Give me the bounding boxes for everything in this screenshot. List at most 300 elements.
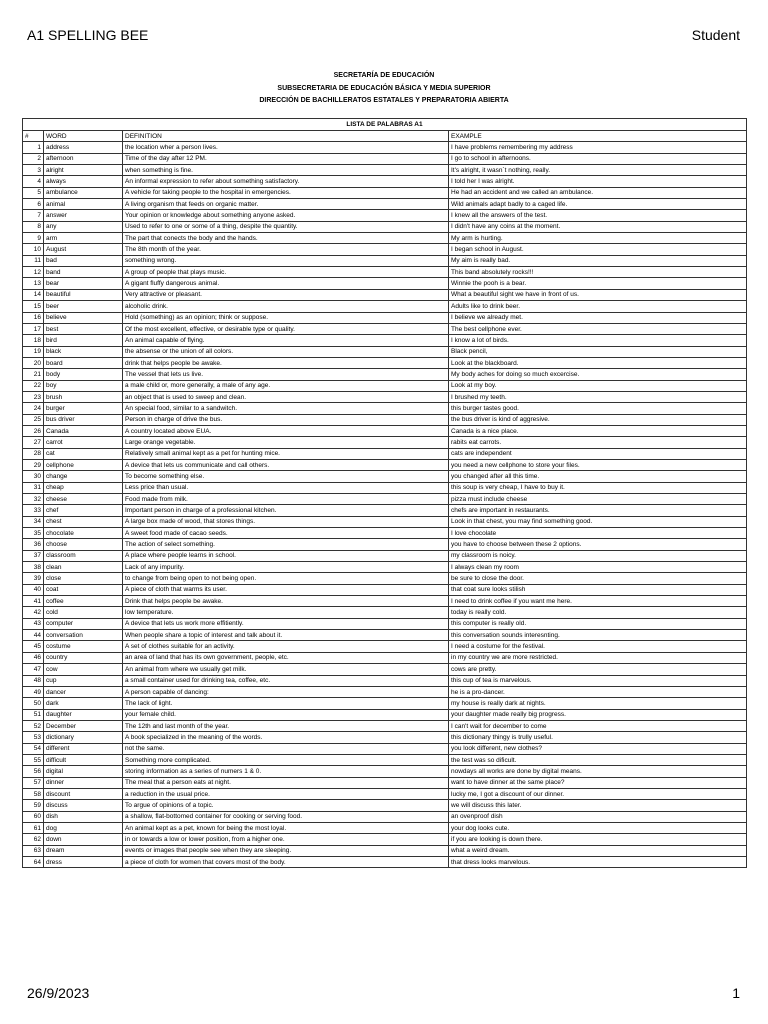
cell-word: beautiful [44, 289, 123, 300]
cell-number: 43 [23, 618, 44, 629]
cell-definition: A piece of cloth that warms its user. [123, 584, 449, 595]
cell-word: cup [44, 675, 123, 686]
cell-number: 9 [23, 233, 44, 244]
cell-word: dancer [44, 686, 123, 697]
table-row [23, 698, 747, 709]
cell-number: 24 [23, 403, 44, 414]
table-row [23, 641, 747, 652]
cell-example: I need to drink coffee if you want me here. [449, 596, 747, 607]
table-row [23, 278, 747, 289]
cell-example: that dress looks marvelous. [449, 857, 747, 868]
column-header-example: EXAMPLE [449, 131, 747, 142]
cell-number: 19 [23, 346, 44, 357]
table-row [23, 652, 747, 663]
table-row [23, 165, 747, 176]
cell-example: I love chocolate [449, 528, 747, 539]
page-number: 1 [732, 985, 740, 1001]
table-row [23, 686, 747, 697]
table-row [23, 414, 747, 425]
cell-word: cheap [44, 482, 123, 493]
cell-number: 63 [23, 845, 44, 856]
table-row [23, 323, 747, 334]
org-line: SECRETARÍA DE EDUCACIÓN [333, 72, 435, 79]
cell-example: I know a lot of birds. [449, 335, 747, 346]
cell-word: dog [44, 822, 123, 833]
cell-number: 23 [23, 391, 44, 402]
cell-definition: The vessel that lets us live. [123, 369, 449, 380]
table-row [23, 380, 747, 391]
cell-example: in my country we are more restricted. [449, 652, 747, 663]
table-row [23, 777, 747, 788]
cell-example: I have problems remembering my address [449, 142, 747, 153]
cell-definition: your female child. [123, 709, 449, 720]
cell-word: black [44, 346, 123, 357]
cell-definition: storing information as a series of numers 1 & 0. [123, 766, 449, 777]
cell-word: chef [44, 505, 123, 516]
cell-word: boy [44, 380, 123, 391]
cell-number: 56 [23, 766, 44, 777]
table-row [23, 550, 747, 561]
cell-definition: to change from being open to not being open. [123, 573, 449, 584]
cell-definition: Person in charge of drive the bus. [123, 414, 449, 425]
cell-example: I told her I was alright. [449, 176, 747, 187]
org-line: DIRECCIÓN DE BACHILLERATOS ESTATALES Y PREPARATORIA ABIERTA [259, 97, 509, 104]
cell-example: Canada is a nice place. [449, 425, 747, 436]
cell-example: I knew all the answers of the test. [449, 210, 747, 221]
cell-number: 53 [23, 732, 44, 743]
cell-number: 50 [23, 698, 44, 709]
cell-number: 44 [23, 630, 44, 641]
table-row [23, 459, 747, 470]
cell-example: today is really cold. [449, 607, 747, 618]
table-row [23, 505, 747, 516]
cell-definition: An animal kept as a pet, known for being the most loyal. [123, 822, 449, 833]
cell-definition: An informal expression to refer about something satisfactory. [123, 176, 449, 187]
cell-number: 39 [23, 573, 44, 584]
cell-word: change [44, 471, 123, 482]
cell-number: 22 [23, 380, 44, 391]
cell-word: any [44, 221, 123, 232]
column-header-number: # [23, 131, 44, 142]
cell-word: close [44, 573, 123, 584]
table-row [23, 437, 747, 448]
cell-word: Canada [44, 425, 123, 436]
cell-definition: something wrong. [123, 255, 449, 266]
cell-number: 11 [23, 255, 44, 266]
cell-word: address [44, 142, 123, 153]
cell-number: 49 [23, 686, 44, 697]
cell-number: 59 [23, 800, 44, 811]
table-row [23, 539, 747, 550]
cell-example: this soup is very cheap, I have to buy it. [449, 482, 747, 493]
cell-example: I go to school in afternoons. [449, 153, 747, 164]
document-title: A1 SPELLING BEE [27, 27, 149, 43]
cell-definition: To argue of opinions of a topic. [123, 800, 449, 811]
cell-word: difficult [44, 754, 123, 765]
cell-definition: The action of select something. [123, 539, 449, 550]
cell-example: the test was so dificult. [449, 754, 747, 765]
cell-definition: A person capable of dancing: [123, 686, 449, 697]
cell-word: cellphone [44, 459, 123, 470]
cell-word: burger [44, 403, 123, 414]
cell-definition: Very attractive or pleasant. [123, 289, 449, 300]
cell-example: this computer is really old. [449, 618, 747, 629]
cell-example: this dictionary thingy is trully useful. [449, 732, 747, 743]
cell-definition: Drink that helps people be awake. [123, 596, 449, 607]
cell-number: 16 [23, 312, 44, 323]
cell-definition: Of the most excellent, effective, or desirable type or quality. [123, 323, 449, 334]
cell-example: Winnie the pooh is a bear. [449, 278, 747, 289]
student-label: Student [691, 27, 740, 43]
cell-example: I can't wait for december to come [449, 720, 747, 731]
cell-word: always [44, 176, 123, 187]
cell-number: 52 [23, 720, 44, 731]
cell-example: this cup of tea is marvelous. [449, 675, 747, 686]
table-row [23, 357, 747, 368]
cell-example: rabits eat carrots. [449, 437, 747, 448]
cell-definition: A vehicle for taking people to the hospital in emergencies. [123, 187, 449, 198]
cell-number: 8 [23, 221, 44, 232]
cell-example: my classroom is noicy. [449, 550, 747, 561]
cell-example: I began school in August. [449, 244, 747, 255]
cell-definition: A device that lets us work more effitiently. [123, 618, 449, 629]
cell-number: 46 [23, 652, 44, 663]
cell-word: conversation [44, 630, 123, 641]
cell-word: August [44, 244, 123, 255]
table-row [23, 403, 747, 414]
cell-word: coffee [44, 596, 123, 607]
cell-definition: The 12th and last month of the year. [123, 720, 449, 731]
cell-example: I brushed my teeth. [449, 391, 747, 402]
cell-definition: To become something else. [123, 471, 449, 482]
cell-definition: A device that lets us communicate and call others. [123, 459, 449, 470]
cell-word: afternoon [44, 153, 123, 164]
cell-definition: Hold (something) as an opinion; think or suppose. [123, 312, 449, 323]
organization-heading [0, 70, 768, 108]
cell-definition: drink that helps people be awake. [123, 357, 449, 368]
cell-word: costume [44, 641, 123, 652]
cell-definition: The part that conects the body and the hands. [123, 233, 449, 244]
cell-word: beer [44, 301, 123, 312]
cell-definition: a reduction in the usual price. [123, 788, 449, 799]
cell-word: dream [44, 845, 123, 856]
table-row [23, 732, 747, 743]
cell-definition: an area of land that has its own government, people, etc. [123, 652, 449, 663]
table-row [23, 176, 747, 187]
cell-word: cat [44, 448, 123, 459]
cell-example: lucky me, I got a discount of our dinner. [449, 788, 747, 799]
cell-example: The best cellphone ever. [449, 323, 747, 334]
cell-definition: Large orange vegetable. [123, 437, 449, 448]
cell-definition: Something more complicated. [123, 754, 449, 765]
cell-number: 40 [23, 584, 44, 595]
cell-number: 58 [23, 788, 44, 799]
cell-example: He had an accident and we called an ambulance. [449, 187, 747, 198]
table-body [23, 142, 747, 868]
cell-word: brush [44, 391, 123, 402]
cell-number: 6 [23, 199, 44, 210]
cell-definition: A large box made of wood, that stores things. [123, 516, 449, 527]
cell-definition: Less price than usual. [123, 482, 449, 493]
cell-word: cheese [44, 494, 123, 505]
table-row [23, 346, 747, 357]
cell-example: This band absolutely rocks!!! [449, 267, 747, 278]
cell-definition: a small container used for drinking tea, coffee, etc. [123, 675, 449, 686]
cell-example: he is a pro-dancer. [449, 686, 747, 697]
cell-word: classroom [44, 550, 123, 561]
cell-example: your daughter made really big progress. [449, 709, 747, 720]
cell-number: 51 [23, 709, 44, 720]
cell-definition: low temperature. [123, 607, 449, 618]
cell-word: animal [44, 199, 123, 210]
cell-definition: A gigant fluffy dangerous animal. [123, 278, 449, 289]
cell-number: 54 [23, 743, 44, 754]
table-row [23, 845, 747, 856]
table-row [23, 369, 747, 380]
cell-word: dark [44, 698, 123, 709]
table-row [23, 244, 747, 255]
cell-number: 10 [23, 244, 44, 255]
cell-definition: a piece of cloth for women that covers most of the body. [123, 857, 449, 868]
cell-example: Look in that chest, you may find something good. [449, 516, 747, 527]
table-row [23, 482, 747, 493]
cell-word: daughter [44, 709, 123, 720]
cell-number: 28 [23, 448, 44, 459]
cell-definition: an object that is used to sweep and clean. [123, 391, 449, 402]
cell-word: bear [44, 278, 123, 289]
table-row [23, 800, 747, 811]
cell-word: cold [44, 607, 123, 618]
cell-word: board [44, 357, 123, 368]
cell-word: country [44, 652, 123, 663]
cell-word: different [44, 743, 123, 754]
cell-number: 57 [23, 777, 44, 788]
table-row [23, 425, 747, 436]
cell-number: 5 [23, 187, 44, 198]
table-row [23, 301, 747, 312]
cell-definition: Your opinion or knowledge about something anyone asked. [123, 210, 449, 221]
table-row [23, 822, 747, 833]
cell-word: dress [44, 857, 123, 868]
cell-example: the bus driver is kind of aggresive. [449, 414, 747, 425]
cell-number: 32 [23, 494, 44, 505]
cell-example: chefs are important in restaurants. [449, 505, 747, 516]
table-row [23, 709, 747, 720]
cell-word: dish [44, 811, 123, 822]
cell-word: discuss [44, 800, 123, 811]
cell-word: bird [44, 335, 123, 346]
table-row [23, 471, 747, 482]
cell-word: believe [44, 312, 123, 323]
cell-word: alright [44, 165, 123, 176]
table-row [23, 766, 747, 777]
cell-example: an ovenproof dish [449, 811, 747, 822]
cell-word: coat [44, 584, 123, 595]
cell-example: cows are pretty. [449, 664, 747, 675]
cell-example: if you are looking is down there. [449, 834, 747, 845]
table-row [23, 210, 747, 221]
cell-word: arm [44, 233, 123, 244]
cell-example: this burger tastes good. [449, 403, 747, 414]
table-row [23, 743, 747, 754]
cell-word: dictionary [44, 732, 123, 743]
cell-definition: The 8th month of the year. [123, 244, 449, 255]
table-title: LISTA DE PALABRAS A1 [23, 119, 747, 131]
cell-definition: A place where people learns in school. [123, 550, 449, 561]
cell-number: 25 [23, 414, 44, 425]
cell-definition: A living organism that feeds on organic matter. [123, 199, 449, 210]
cell-number: 41 [23, 596, 44, 607]
cell-definition: An animal capable of flying. [123, 335, 449, 346]
cell-word: bus driver [44, 414, 123, 425]
cell-example: It's alright, it wasn´t nothing, really. [449, 165, 747, 176]
org-line: SUBSECRETARIA DE EDUCACIÓN BÁSICA Y MEDIA SUPERIOR [277, 84, 491, 92]
table-row [23, 528, 747, 539]
cell-number: 61 [23, 822, 44, 833]
table-row [23, 720, 747, 731]
table-row [23, 516, 747, 527]
cell-definition: A sweet food made of cacao seeds. [123, 528, 449, 539]
table-row [23, 221, 747, 232]
cell-word: carrot [44, 437, 123, 448]
cell-number: 3 [23, 165, 44, 176]
cell-definition: the absense or the union of all colors. [123, 346, 449, 357]
cell-word: cow [44, 664, 123, 675]
cell-number: 17 [23, 323, 44, 334]
cell-definition: Time of the day after 12 PM. [123, 153, 449, 164]
cell-example: I always clean my room [449, 562, 747, 573]
table-row [23, 664, 747, 675]
cell-example: nowdays all works are done by digital means. [449, 766, 747, 777]
cell-example: you need a new cellphone to store your files. [449, 459, 747, 470]
cell-definition: Food made from milk. [123, 494, 449, 505]
cell-definition: A book specialized in the meaning of the words. [123, 732, 449, 743]
cell-example: cats are independent [449, 448, 747, 459]
cell-example: Look at my boy. [449, 380, 747, 391]
table-row [23, 618, 747, 629]
cell-definition: A country located above EUA. [123, 425, 449, 436]
cell-word: ambulance [44, 187, 123, 198]
cell-number: 37 [23, 550, 44, 561]
table-header-row [23, 131, 747, 142]
cell-example: you have to choose between these 2 options. [449, 539, 747, 550]
cell-definition: Important person in charge of a professional kitchen. [123, 505, 449, 516]
cell-word: best [44, 323, 123, 334]
table-row [23, 255, 747, 266]
cell-example: you changed after all this time. [449, 471, 747, 482]
table-row [23, 834, 747, 845]
cell-definition: in or towards a low or lower position, from a higher one. [123, 834, 449, 845]
cell-number: 1 [23, 142, 44, 153]
table-row [23, 788, 747, 799]
cell-number: 4 [23, 176, 44, 187]
table-row [23, 142, 747, 153]
cell-definition: An special food, similar to a sandwitch. [123, 403, 449, 414]
table-row [23, 199, 747, 210]
cell-example: what a weird dream. [449, 845, 747, 856]
cell-number: 47 [23, 664, 44, 675]
cell-word: dinner [44, 777, 123, 788]
cell-number: 20 [23, 357, 44, 368]
table-row [23, 675, 747, 686]
cell-example: we will discuss this later. [449, 800, 747, 811]
cell-word: chocolate [44, 528, 123, 539]
cell-definition: the location wher a person lives. [123, 142, 449, 153]
cell-example: What a beautiful sight we have in front of us. [449, 289, 747, 300]
cell-number: 15 [23, 301, 44, 312]
cell-definition: A group of people that plays music. [123, 267, 449, 278]
table-row [23, 754, 747, 765]
cell-example: Wild animals adapt badly to a caged life. [449, 199, 747, 210]
cell-word: answer [44, 210, 123, 221]
table-row [23, 233, 747, 244]
cell-example: you look different, new clothes? [449, 743, 747, 754]
cell-word: chest [44, 516, 123, 527]
cell-number: 14 [23, 289, 44, 300]
cell-number: 36 [23, 539, 44, 550]
table-row [23, 448, 747, 459]
cell-example: be sure to close the door. [449, 573, 747, 584]
cell-example: your dog looks cute. [449, 822, 747, 833]
cell-definition: events or images that people see when they are sleeping. [123, 845, 449, 856]
cell-example: Adults like to drink beer. [449, 301, 747, 312]
cell-definition: when something is fine. [123, 165, 449, 176]
cell-example: I didn't have any coins at the moment. [449, 221, 747, 232]
table-row [23, 607, 747, 618]
table-row [23, 187, 747, 198]
cell-definition: When people share a topic of interest and talk about it. [123, 630, 449, 641]
cell-example: my house is really dark at nights. [449, 698, 747, 709]
cell-number: 35 [23, 528, 44, 539]
cell-word: December [44, 720, 123, 731]
cell-number: 33 [23, 505, 44, 516]
cell-number: 7 [23, 210, 44, 221]
cell-definition: An animal from where we usually get milk. [123, 664, 449, 675]
cell-word: clean [44, 562, 123, 573]
word-list-table [22, 118, 747, 868]
table-title-row [23, 119, 747, 131]
column-header-word: WORD [44, 131, 123, 142]
cell-example: want to have dinner at the same place? [449, 777, 747, 788]
table-row [23, 391, 747, 402]
cell-word: body [44, 369, 123, 380]
cell-number: 60 [23, 811, 44, 822]
cell-definition: Used to refer to one or some of a thing, despite the quantity. [123, 221, 449, 232]
cell-number: 21 [23, 369, 44, 380]
table-row [23, 289, 747, 300]
cell-definition: Lack of any impurity. [123, 562, 449, 573]
cell-number: 31 [23, 482, 44, 493]
cell-number: 30 [23, 471, 44, 482]
cell-word: band [44, 267, 123, 278]
cell-number: 29 [23, 459, 44, 470]
cell-word: choose [44, 539, 123, 550]
cell-definition: a shallow, flat-bottomed container for cooking or serving food. [123, 811, 449, 822]
table-row [23, 584, 747, 595]
cell-definition: not the same. [123, 743, 449, 754]
table-row [23, 494, 747, 505]
cell-number: 45 [23, 641, 44, 652]
table-row [23, 857, 747, 868]
cell-number: 48 [23, 675, 44, 686]
table-row [23, 312, 747, 323]
cell-number: 64 [23, 857, 44, 868]
table-row [23, 596, 747, 607]
cell-example: Black pencil, [449, 346, 747, 357]
cell-example: this conversation sounds interesnting. [449, 630, 747, 641]
cell-number: 62 [23, 834, 44, 845]
table-row [23, 153, 747, 164]
